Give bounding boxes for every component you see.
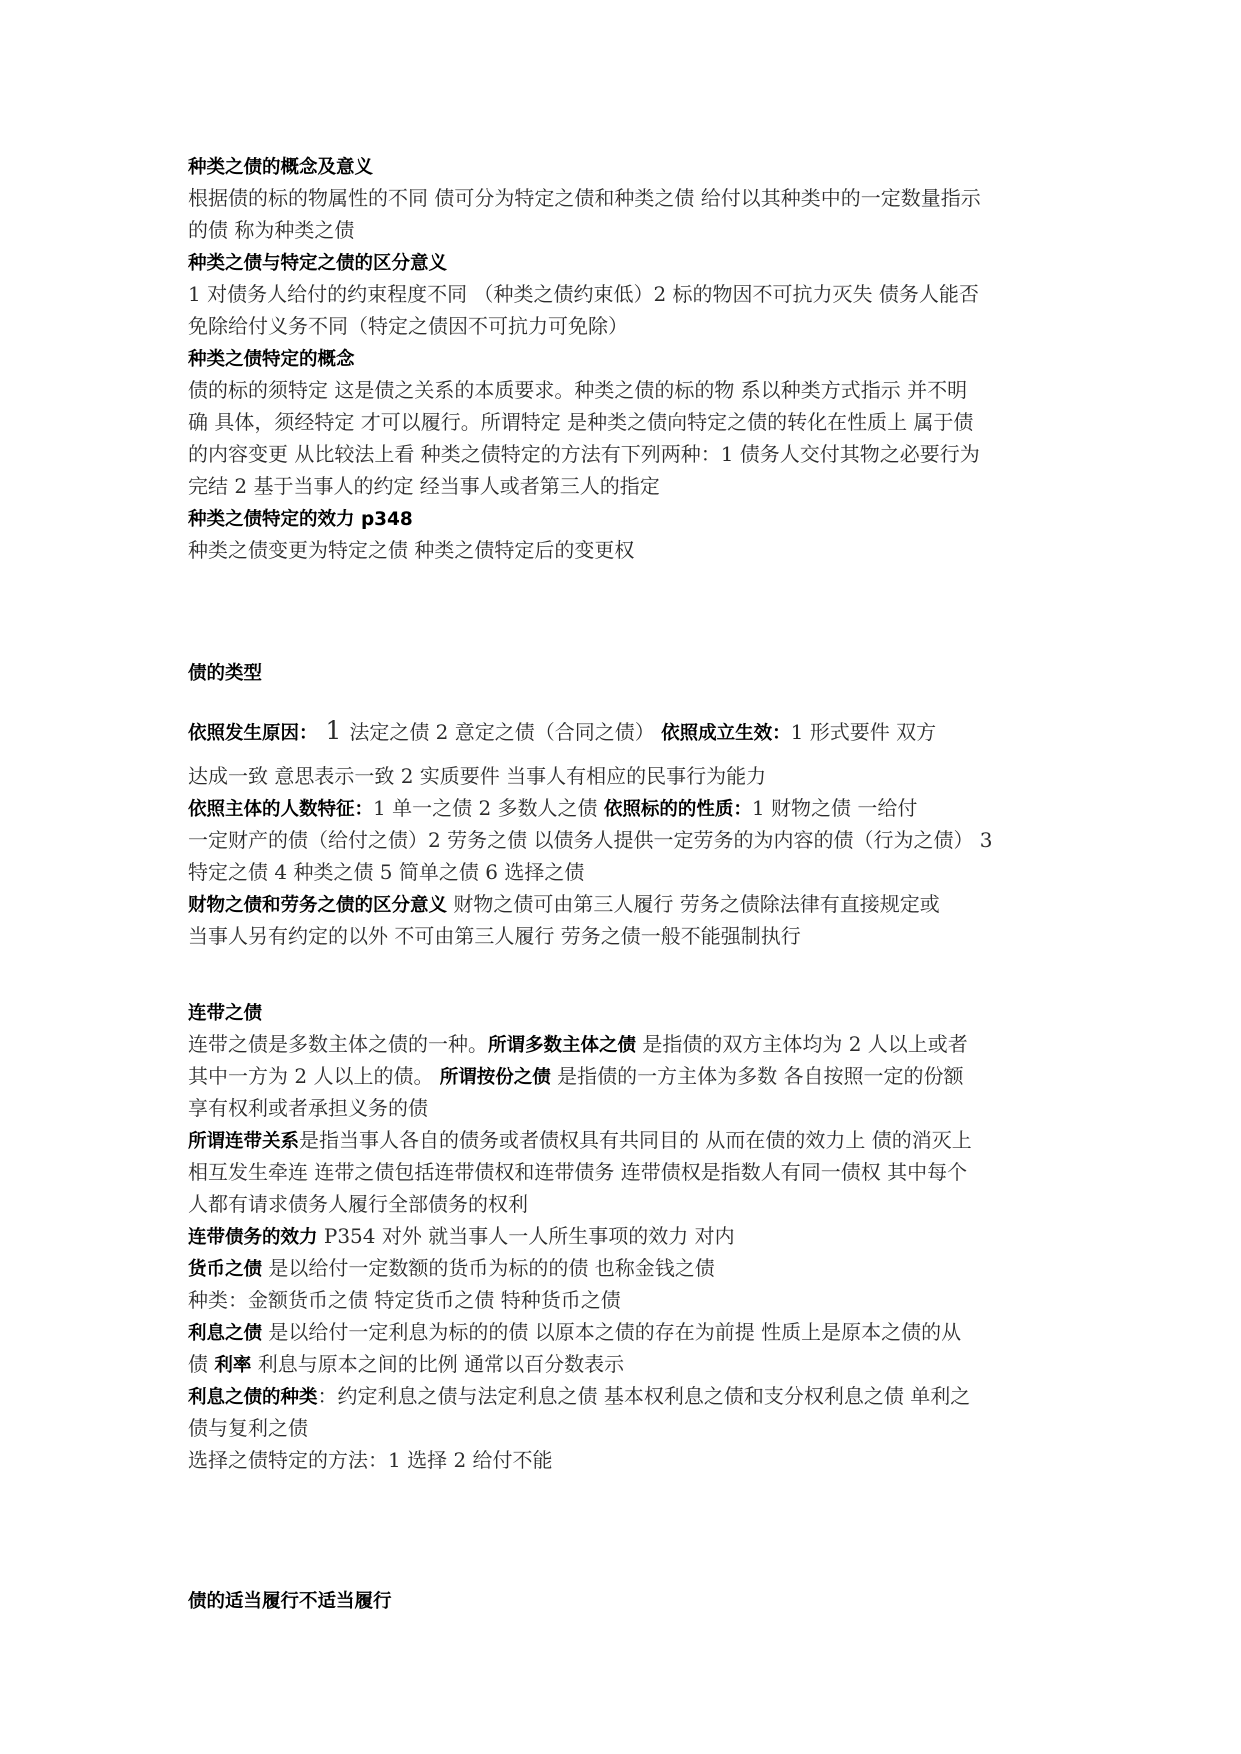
text-run: 1 形式要件 双方 (790, 720, 937, 744)
text-run: 当事人另有约定的以外 不可由第三人履行 劳务之债一般不能强制执行 (188, 924, 801, 948)
heading-joint-debt (188, 996, 1088, 1028)
bold-term: 利息之债的种类 (188, 1387, 318, 1408)
paragraph-line (188, 1412, 1088, 1444)
paragraph-line (188, 1284, 1088, 1316)
text-run: 1 (317, 716, 350, 745)
text-run: 债 (188, 1352, 215, 1376)
paragraph-line (188, 534, 1088, 566)
text-run: 选择之债特定的方法：1 选择 2 给付不能 (188, 1448, 553, 1472)
bold-term: 依照成立生效： (661, 723, 791, 744)
paragraph-line (188, 1316, 1088, 1348)
bold-term: 债的适当履行不适当履行 (188, 1591, 392, 1612)
paragraph-line (188, 406, 1088, 438)
paragraph-line (188, 1252, 1088, 1284)
document-body (188, 150, 1088, 1616)
text-run: 债与复利之债 (188, 1416, 308, 1440)
paragraph-line (188, 1220, 1088, 1252)
heading-proper-improper-performance (188, 1584, 1088, 1616)
heading-species-specification-concept (188, 342, 1088, 374)
bold-term: 货币之债 (188, 1259, 263, 1280)
text-run: 1 对债务人给付的约束程度不同 （种类之债约束低）2 标的物因不可抗力灭失 债务人能否 (188, 282, 979, 306)
heading-species-specific-distinction (188, 246, 1088, 278)
paragraph-line (188, 438, 1088, 470)
text-run: 财物之债可由第三人履行 劳务之债除法律有直接规定或 (447, 892, 940, 916)
bold-term: 依照主体的人数特征： (188, 799, 374, 820)
bold-term: 种类之债特定的概念 (188, 349, 355, 370)
text-run: 法定之债 2 意定之债（合同之债） (349, 720, 662, 744)
text-run: 根据债的标的物属性的不同 债可分为特定之债和种类之债 给付以其种类中的一定数量指示 (188, 186, 981, 210)
text-run: 完结 2 基于当事人的约定 经当事人或者第三人的指定 (188, 474, 660, 498)
text-run: 其中一方为 2 人以上的债。 (188, 1064, 440, 1088)
paragraph-line (188, 920, 1088, 952)
text-run: 确 具体，须经特定 才可以履行。所谓特定 是种类之债向特定之债的转化在性质上 属于债 (188, 410, 974, 434)
bold-term: 财物之债和劳务之债的区分意义 (188, 895, 448, 916)
text-run: 的债 称为种类之债 (188, 218, 355, 242)
heading-debt-types (188, 656, 1088, 688)
bold-term: 依照发生原因： (188, 723, 318, 744)
text-run: 达成一致 意思表示一致 2 实质要件 当事人有相应的民事行为能力 (188, 764, 767, 788)
paragraph-line (188, 1028, 1088, 1060)
paragraph-line (188, 278, 1088, 310)
bold-term: 所谓连带关系 (188, 1131, 300, 1152)
heading-species-debt-concept (188, 150, 1088, 182)
text-run: 特定之债 4 种类之债 5 简单之债 6 选择之债 (188, 860, 585, 884)
paragraph-line (188, 310, 1088, 342)
bold-term: 依照标的的性质： (603, 799, 752, 820)
text-run: 债的标的须特定 这是债之关系的本质要求。种类之债的标的物 系以种类方式指示 并不明 (188, 378, 968, 402)
paragraph-line (188, 1156, 1088, 1188)
paragraph-line (188, 1124, 1088, 1156)
paragraph-line (188, 214, 1088, 246)
bold-term: 利息之债 (188, 1323, 263, 1344)
text-run: 相互发生牵连 连带之债包括连带债权和连带债务 连带债权是指数人有同一债权 其中每个 (188, 1160, 968, 1184)
paragraph-line (188, 1188, 1088, 1220)
paragraph-line (188, 792, 1088, 824)
text-run: 是指债的一方主体为多数 各自按照一定的份额 (550, 1064, 964, 1088)
text-run: 1 财物之债 一给付 (751, 796, 918, 820)
text-run: 享有权利或者承担义务的债 (188, 1096, 428, 1120)
text-run: 种类之债变更为特定之债 种类之债特定后的变更权 (188, 538, 635, 562)
paragraph-line (188, 470, 1088, 502)
text-run: ：约定利息之债与法定利息之债 基本权利息之债和支分权利息之债 单利之 (317, 1384, 971, 1408)
paragraph-line (188, 710, 1088, 752)
bold-term: 种类之债与特定之债的区分意义 (188, 253, 448, 274)
bold-term: 所谓多数主体之债 (488, 1035, 637, 1056)
bold-term: 种类之债特定的效力 p348 (188, 509, 413, 530)
bold-term: 债的类型 (188, 663, 263, 684)
bold-term: 所谓按份之债 (439, 1067, 551, 1088)
text-run: 是以给付一定利息为标的的债 以原本之债的存在为前提 性质上是原本之债的从 (262, 1320, 962, 1344)
text-run: 是以给付一定数额的货币为标的的债 也称金钱之债 (262, 1256, 715, 1280)
text-run: 利息与原本之间的比例 通常以百分数表示 (251, 1352, 625, 1376)
paragraph-line (188, 760, 1088, 792)
text-run: 是指债的双方主体均为 2 人以上或者 (636, 1032, 968, 1056)
text-run: 连带之债是多数主体之债的一种。 (188, 1032, 488, 1056)
paragraph-line (188, 888, 1088, 920)
paragraph-line (188, 1092, 1088, 1124)
paragraph-line (188, 824, 1088, 856)
paragraph-line (188, 1444, 1088, 1476)
bold-term: 连带之债 (188, 1003, 263, 1024)
bold-term: 种类之债的概念及意义 (188, 157, 374, 178)
heading-specification-effect (188, 502, 1088, 534)
text-run: 人都有请求债务人履行全部债务的权利 (188, 1192, 528, 1216)
text-run: 一定财产的债（给付之债）2 劳务之债 以债务人提供一定劳务的为内容的债（行为之债） 3 (188, 828, 993, 852)
text-run: 1 单一之债 2 多数人之债 (373, 796, 604, 820)
bold-term: 利率 (214, 1355, 252, 1376)
paragraph-line (188, 1060, 1088, 1092)
paragraph-line (188, 1380, 1088, 1412)
text-run: 免除给付义务不同（特定之债因不可抗力可免除） (188, 314, 628, 338)
paragraph-line (188, 182, 1088, 214)
bold-term: 连带债务的效力 (188, 1227, 318, 1248)
text-run: 种类：金额货币之债 特定货币之债 特种货币之债 (188, 1288, 621, 1312)
text-run: 是指当事人各自的债务或者债权具有共同目的 从而在债的效力上 债的消灭上 (299, 1128, 972, 1152)
paragraph-line (188, 1348, 1088, 1380)
paragraph-line (188, 374, 1088, 406)
text-run: P354 对外 就当事人一人所生事项的效力 对内 (317, 1224, 735, 1248)
paragraph-line (188, 856, 1088, 888)
text-run: 的内容变更 从比较法上看 种类之债特定的方法有下列两种：1 债务人交付其物之必要行为 (188, 442, 980, 466)
